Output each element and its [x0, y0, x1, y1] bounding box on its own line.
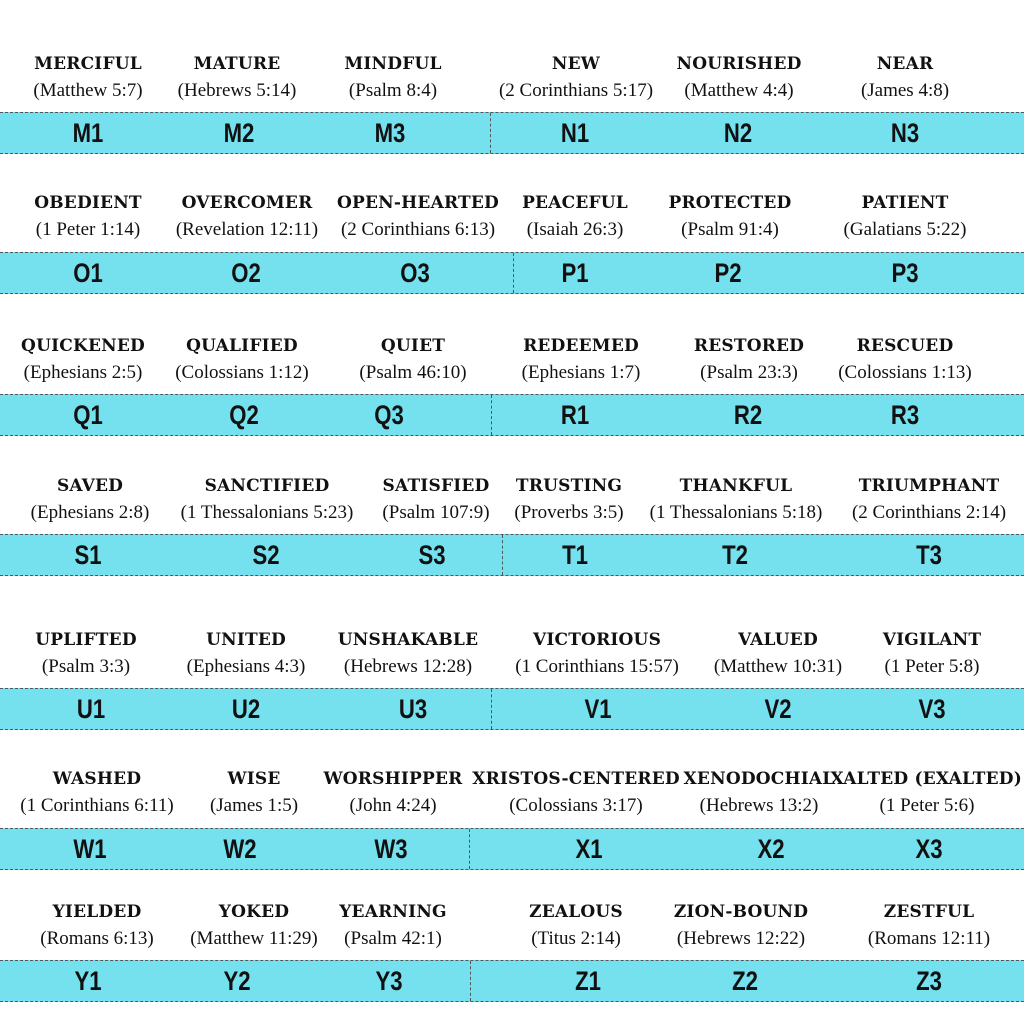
affirmation-word: OBEDIENT: [34, 193, 142, 213]
scripture-reference: (Galatians 5:22): [843, 219, 967, 240]
scripture-reference: (John 4:24): [349, 795, 437, 816]
letter-code: [581, 689, 614, 729]
affirmation-word: QUIET: [380, 336, 446, 356]
letter-code: [228, 253, 264, 293]
letter-code: [71, 535, 104, 575]
scripture-reference: (Ephesians 4:3): [186, 656, 306, 677]
affirmation-word: WORSHIPPER: [323, 769, 463, 789]
scripture-reference: (Hebrews 12:22): [676, 928, 806, 949]
letter-code-label: W2: [223, 834, 257, 864]
scripture-reference: (Matthew 10:31): [713, 656, 843, 677]
letter-code: [719, 535, 751, 575]
letter-code: [558, 395, 593, 435]
affirmation-word: RESCUED: [856, 336, 954, 356]
letter-code-label: Y1: [74, 966, 102, 996]
letter-code-label: P3: [891, 258, 919, 288]
affirmation-row: [0, 193, 1024, 240]
letter-code: [415, 535, 448, 575]
scripture-reference: (Psalm 91:4): [681, 219, 779, 240]
letter-code: [371, 829, 412, 869]
letter-code: [371, 113, 409, 153]
scripture-reference: (James 4:8): [860, 80, 950, 101]
band-divider: [491, 689, 492, 729]
letter-code: [559, 535, 591, 575]
scripture-reference: (Hebrews 13:2): [699, 795, 819, 816]
code-band: [0, 112, 1024, 154]
affirmation-word: SAVED: [56, 476, 124, 496]
scripture-reference: (Revelation 12:11): [175, 219, 319, 240]
letter-code-label: V3: [918, 694, 946, 724]
scripture-reference: (Ephesians 2:8): [30, 502, 150, 523]
letter-code-label: S2: [252, 540, 280, 570]
affirmation-word: YEARNING: [339, 902, 447, 922]
affirmation-word: ZEALOUS: [529, 902, 623, 922]
letter-code: [754, 829, 787, 869]
letter-code: [396, 689, 431, 729]
letter-code-label: O1: [73, 258, 103, 288]
scripture-reference: (Ephesians 1:7): [521, 362, 641, 383]
letter-code: [220, 113, 258, 153]
scripture-reference: (1 Corinthians 15:57): [515, 656, 679, 677]
scripture-reference: (Psalm 8:4): [348, 80, 438, 101]
affirmation-word: PEACEFUL: [522, 193, 628, 213]
letter-code-label: Q1: [73, 400, 103, 430]
scripture-reference: (Psalm 107:9): [382, 502, 490, 523]
scripture-reference: (1 Peter 1:14): [35, 219, 141, 240]
affirmation-word: MERCIFUL: [34, 54, 142, 74]
affirmation-word: PROTECTED: [668, 193, 792, 213]
letter-code: [371, 395, 407, 435]
letter-code-label: P1: [561, 258, 589, 288]
affirmation-word: VIGILANT: [882, 630, 982, 650]
code-band: [0, 534, 1024, 576]
scripture-reference: (James 1:5): [209, 795, 299, 816]
letter-code-label: Y3: [375, 966, 403, 996]
letter-code: [229, 689, 264, 729]
affirmation-word: WASHED: [52, 769, 142, 789]
letter-code: [888, 253, 921, 293]
affirmation-word: MATURE: [193, 54, 281, 74]
letter-code-label: X1: [575, 834, 603, 864]
letter-code: [69, 113, 107, 153]
band-divider: [490, 113, 491, 153]
letter-code: [220, 829, 261, 869]
affirmation-row: [0, 336, 1024, 383]
affirmation-row: [0, 630, 1024, 677]
letter-code-label: U3: [398, 694, 428, 724]
letter-code-label: X3: [915, 834, 943, 864]
letter-code: [888, 395, 923, 435]
band-divider: [470, 961, 471, 1001]
scripture-reference: (1 Corinthians 6:11): [20, 795, 174, 816]
scripture-reference: (Psalm 42:1): [344, 928, 442, 949]
letter-code-label: M2: [223, 118, 255, 148]
affirmation-word: TRIUMPHANT: [858, 476, 1000, 496]
letter-code: [729, 961, 761, 1001]
letter-code: [220, 961, 253, 1001]
letter-code-label: Q2: [229, 400, 259, 430]
affirmation-row: [0, 476, 1024, 523]
letter-code-label: N3: [890, 118, 920, 148]
letter-code-label: R1: [560, 400, 590, 430]
letter-code-label: Y2: [223, 966, 251, 996]
letter-code: [913, 961, 945, 1001]
scripture-reference: (Matthew 11:29): [190, 928, 318, 949]
affirmation-row: [0, 54, 1024, 101]
affirmation-word: XENODOCHIAL: [683, 769, 835, 789]
code-band: [0, 394, 1024, 436]
scripture-reference: (Psalm 23:3): [700, 362, 798, 383]
letter-code: [397, 253, 433, 293]
affirmation-word: UNSHAKABLE: [337, 630, 479, 650]
affirmation-word: UPLIFTED: [35, 630, 137, 650]
affirmation-word: NEAR: [876, 54, 934, 74]
scripture-reference: (Romans 12:11): [867, 928, 991, 949]
affirmation-word: ZESTFUL: [883, 902, 975, 922]
scripture-reference: (2 Corinthians 5:17): [498, 80, 654, 101]
scripture-reference: (Colossians 3:17): [509, 795, 643, 816]
affirmation-word: XALTED (EXALTED): [830, 769, 1022, 789]
scripture-reference: (Hebrews 12:28): [343, 656, 473, 677]
affirmation-row: [0, 902, 1024, 949]
letter-code-label: U1: [76, 694, 106, 724]
scripture-reference: (2 Corinthians 6:13): [340, 219, 496, 240]
letter-code-label: P2: [714, 258, 742, 288]
scripture-reference: (Colossians 1:12): [175, 362, 309, 383]
scripture-reference: (Colossians 1:13): [838, 362, 972, 383]
scripture-reference: (1 Thessalonians 5:23): [180, 502, 354, 523]
affirmation-word: YIELDED: [52, 902, 142, 922]
affirmation-word: NEW: [551, 54, 601, 74]
affirmation-word: SATISFIED: [382, 476, 490, 496]
letter-code: [761, 689, 794, 729]
letter-code: [912, 829, 945, 869]
letter-code: [372, 961, 405, 1001]
band-divider: [491, 395, 492, 435]
letter-code-label: V1: [584, 694, 612, 724]
letter-code: [74, 689, 109, 729]
letter-code-label: M3: [374, 118, 406, 148]
letter-code: [558, 113, 593, 153]
scripture-reference: (Matthew 4:4): [684, 80, 794, 101]
affirmation-word: THANKFUL: [679, 476, 793, 496]
scripture-reference: (Romans 6:13): [40, 928, 154, 949]
scripture-reference: (Psalm 3:3): [41, 656, 131, 677]
affirmation-row: [0, 769, 1024, 816]
letter-code: [572, 829, 605, 869]
affirmation-word: QUICKENED: [21, 336, 145, 356]
letter-code: [226, 395, 262, 435]
affirmation-word: UNITED: [206, 630, 286, 650]
scripture-reference: (1 Peter 5:8): [884, 656, 980, 677]
letter-code: [721, 113, 756, 153]
letter-code-label: S3: [418, 540, 446, 570]
letter-code: [913, 535, 945, 575]
affirmation-word: OVERCOMER: [181, 193, 313, 213]
scripture-reference: (Matthew 5:7): [33, 80, 143, 101]
letter-code-label: N2: [723, 118, 753, 148]
affirmation-word: ZION-BOUND: [673, 902, 809, 922]
scripture-reference: (1 Thessalonians 5:18): [649, 502, 823, 523]
letter-code-label: Z3: [916, 966, 942, 996]
letter-code-label: T3: [916, 540, 942, 570]
letter-code: [71, 961, 104, 1001]
letter-code-label: T1: [562, 540, 588, 570]
affirmation-word: TRUSTING: [515, 476, 623, 496]
affirmation-word: WISE: [227, 769, 281, 789]
code-band: [0, 828, 1024, 870]
scripture-reference: (Psalm 46:10): [359, 362, 467, 383]
letter-code-label: O2: [231, 258, 261, 288]
letter-code-label: X2: [757, 834, 785, 864]
code-band: [0, 688, 1024, 730]
letter-code-label: O3: [400, 258, 430, 288]
code-band: [0, 252, 1024, 294]
letter-code-label: S1: [74, 540, 102, 570]
letter-code-label: W1: [73, 834, 107, 864]
letter-code-label: T2: [722, 540, 748, 570]
affirmation-word: QUALIFIED: [186, 336, 298, 356]
band-divider: [469, 829, 470, 869]
affirmation-word: NOURISHED: [676, 54, 802, 74]
scripture-reference: (Ephesians 2:5): [23, 362, 143, 383]
affirmation-word: SANCTIFIED: [204, 476, 330, 496]
affirmation-word: MINDFUL: [344, 54, 442, 74]
letter-code-label: R2: [733, 400, 763, 430]
letter-code: [888, 113, 923, 153]
scripture-reference: (Proverbs 3:5): [514, 502, 624, 523]
affirmation-word: RESTORED: [693, 336, 805, 356]
letter-code: [70, 253, 106, 293]
code-band: [0, 960, 1024, 1002]
scripture-reference: (Isaiah 26:3): [526, 219, 624, 240]
band-divider: [513, 253, 514, 293]
affirmation-word: VALUED: [738, 630, 818, 650]
scripture-reference: (Hebrews 5:14): [177, 80, 297, 101]
affirmation-word: REDEEMED: [523, 336, 639, 356]
letter-code: [70, 395, 106, 435]
letter-code: [558, 253, 591, 293]
affirmation-word: PATIENT: [861, 193, 949, 213]
affirmation-word: YOKED: [218, 902, 290, 922]
letter-code: [249, 535, 282, 575]
affirmation-word: OPEN-HEARTED: [337, 193, 499, 213]
letter-code: [572, 961, 604, 1001]
letter-code-label: N1: [560, 118, 590, 148]
letter-code-label: Z1: [575, 966, 601, 996]
letter-code: [70, 829, 111, 869]
letter-code: [711, 253, 744, 293]
affirmation-word: XRISTOS-CENTERED: [472, 769, 680, 789]
band-divider: [502, 535, 503, 575]
scripture-reference: (1 Peter 5:6): [879, 795, 975, 816]
scripture-reference: (2 Corinthians 2:14): [851, 502, 1007, 523]
letter-code: [915, 689, 948, 729]
affirmation-word: VICTORIOUS: [532, 630, 662, 650]
letter-code-label: M1: [72, 118, 104, 148]
letter-code-label: Z2: [732, 966, 758, 996]
letter-code-label: Q3: [374, 400, 404, 430]
letter-code: [731, 395, 766, 435]
letter-code-label: R3: [890, 400, 920, 430]
letter-code-label: V2: [764, 694, 792, 724]
scripture-reference: (Titus 2:14): [531, 928, 621, 949]
letter-code-label: W3: [374, 834, 408, 864]
letter-code-label: U2: [231, 694, 261, 724]
